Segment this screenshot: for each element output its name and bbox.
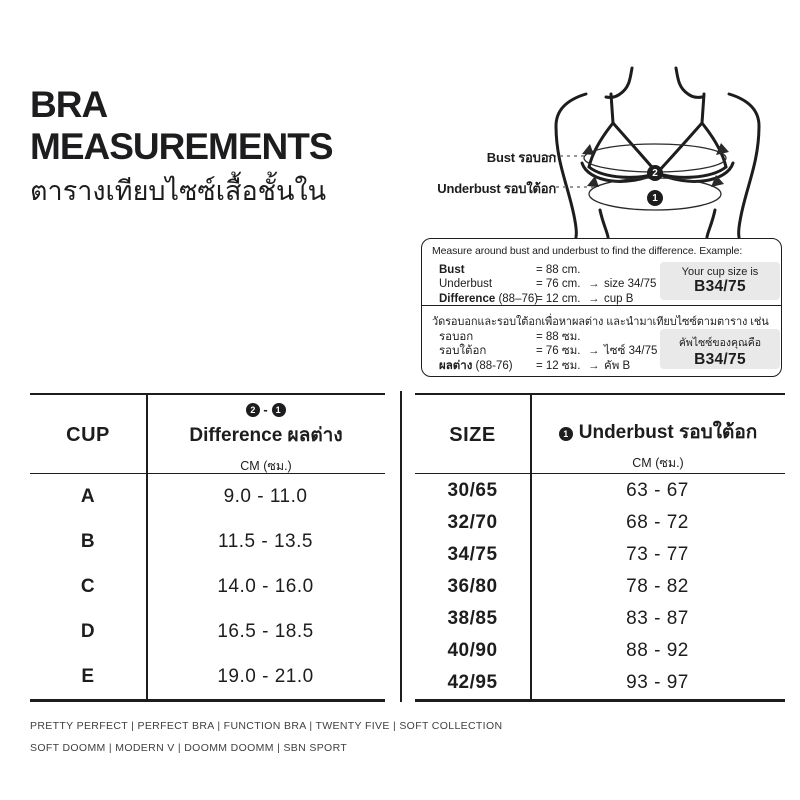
- footer-line2: SOFT DOOMM | MODERN V | DOOMM DOOMM | SBN SPORT: [30, 741, 348, 754]
- badge-2-bust: 2: [647, 165, 663, 181]
- table-row: [30, 486, 385, 508]
- range-cell: 63 - 67: [626, 480, 689, 501]
- cup-table-rows: [30, 475, 385, 699]
- row-arrow: [588, 330, 604, 344]
- range-cell: 16.5 - 18.5: [217, 620, 314, 642]
- row-arrow: →: [588, 292, 600, 305]
- collection-list-footer: [30, 716, 502, 759]
- footer-line1: PRETTY PERFECT | PERFECT BRA | FUNCTION BRA | TWENTY FIVE | SOFT COLLECTION: [30, 720, 503, 732]
- size-cell: 42/95: [447, 672, 498, 693]
- instruction-row: [439, 292, 661, 306]
- table-row: [415, 512, 785, 534]
- badge-2-icon: 2: [246, 403, 260, 417]
- row-label: ผลต่าง: [439, 359, 473, 372]
- row-result: size 34/75: [604, 278, 657, 291]
- row-value: = 76 cm.: [536, 278, 581, 291]
- table-row: [415, 480, 785, 502]
- difference-formula: [147, 402, 385, 417]
- underbust-header-unit: CM (ซม.): [632, 456, 684, 470]
- size-column-header: SIZE: [449, 424, 496, 446]
- underbust-column-header: [531, 414, 785, 473]
- cup-column-header: CUP: [66, 424, 110, 446]
- table-row: [415, 672, 785, 694]
- cup-size-chip-th: [660, 329, 780, 369]
- row-label: รอบใต้อก: [439, 345, 487, 358]
- size-cell: 32/70: [447, 512, 498, 533]
- title-line2: MEASUREMENTS: [30, 126, 333, 167]
- measurement-instructions-box: [421, 238, 782, 377]
- range-cell: 14.0 - 16.0: [217, 575, 314, 597]
- table-row: [30, 576, 385, 598]
- range-cell: 93 - 97: [626, 672, 689, 693]
- range-cell: 68 - 72: [626, 512, 689, 533]
- table-row: [30, 621, 385, 643]
- title-line1: BRA: [30, 84, 108, 125]
- instruction-row: [439, 263, 661, 277]
- instruction-row: [439, 330, 661, 344]
- instruction-row: [439, 277, 661, 291]
- row-result: คัพ B: [604, 359, 631, 372]
- difference-header-unit: CM (ซม.): [240, 459, 292, 473]
- range-cell: 9.0 - 11.0: [223, 486, 308, 508]
- row-label: Difference: [439, 292, 496, 305]
- row-arrow: →: [588, 278, 600, 291]
- range-cell: 88 - 92: [626, 640, 689, 661]
- size-cell: 40/90: [447, 640, 498, 661]
- instructions-intro-en: Measure around bust and underbust to find the difference. Example:: [432, 245, 743, 257]
- bust-label: Bust รอบอก: [486, 150, 556, 165]
- instruction-row: [439, 359, 661, 373]
- size-cell: 36/80: [447, 576, 498, 597]
- row-value: = 12 cm.: [536, 292, 581, 305]
- info-box-divider: [422, 305, 781, 306]
- size-cell: 34/75: [447, 544, 498, 565]
- table-row: [415, 576, 785, 598]
- instructions-rows-en: [439, 263, 661, 306]
- badge-1-icon: 1: [272, 403, 286, 417]
- page-subtitle-thai: ตารางเทียบไซซ์เสื้อชั้นใน: [30, 176, 327, 206]
- underbust-header-label: [531, 417, 785, 447]
- size-underbust-table: [415, 393, 785, 702]
- cup-cell: B: [80, 531, 96, 553]
- row-label: Bust: [439, 264, 465, 276]
- size-cell: 30/65: [447, 480, 498, 501]
- table-row: [30, 666, 385, 688]
- underbust-header-text: Underbust รอบใต้อก: [578, 422, 758, 443]
- row-result: [604, 330, 661, 344]
- formula-minus: -: [263, 402, 269, 417]
- cup-difference-table: [30, 393, 385, 702]
- row-result: [604, 263, 661, 277]
- row-arrow: →: [588, 345, 600, 358]
- cup-cell: C: [80, 575, 96, 597]
- badge-1-icon: 1: [559, 427, 573, 441]
- badge-1-underbust: 1: [647, 190, 663, 206]
- bra-measurement-diagram: [430, 66, 785, 238]
- difference-header-label: Difference ผลต่าง: [189, 425, 343, 446]
- range-cell: 19.0 - 21.0: [217, 665, 314, 687]
- row-arrow: [588, 263, 604, 277]
- row-label: Underbust: [439, 278, 493, 291]
- row-arrow: →: [588, 359, 600, 372]
- range-cell: 73 - 77: [626, 544, 689, 565]
- row-value: = 88 ซม.: [536, 331, 581, 343]
- chip-caption: Your cup size is: [681, 266, 759, 278]
- chip-caption: คัพไซซ์ของคุณคือ: [678, 337, 762, 349]
- row-label: รอบอก: [439, 331, 474, 343]
- table-row: [415, 608, 785, 630]
- row-value: = 76 ซม.: [536, 345, 581, 358]
- instruction-row: [439, 344, 661, 358]
- chip-size-value: B34/75: [694, 351, 746, 368]
- table-row: [415, 544, 785, 566]
- range-cell: 83 - 87: [626, 608, 689, 629]
- size-cell: 38/85: [447, 608, 498, 629]
- cup-cell: D: [80, 620, 96, 642]
- row-note: (88-76): [472, 359, 513, 372]
- row-value: = 88 cm.: [536, 264, 581, 276]
- underbust-label: Underbust รอบใต้อก: [437, 181, 556, 196]
- chip-size-value: B34/75: [694, 278, 746, 295]
- header-divider: [415, 473, 785, 474]
- range-cell: 78 - 82: [626, 576, 689, 597]
- cup-cell: E: [81, 665, 95, 687]
- row-value: = 12 ซม.: [536, 359, 581, 372]
- instructions-rows-th: [439, 330, 661, 373]
- instructions-intro-th: วัดรอบอกและรอบใต้อกเพื่อหาผลต่าง และนำมาเทียบไซซ์ตามตาราง เช่น: [432, 316, 769, 328]
- difference-column-header: [147, 402, 385, 476]
- cup-cell: A: [80, 486, 96, 508]
- row-result: ไซซ์ 34/75: [604, 345, 658, 358]
- range-cell: 11.5 - 13.5: [218, 531, 313, 553]
- table-row: [415, 640, 785, 662]
- size-table-rows: [415, 475, 785, 699]
- row-result: cup B: [604, 292, 634, 305]
- cup-size-chip-en: [660, 262, 780, 300]
- table-separator-rule: [400, 391, 402, 702]
- row-note: (88–76): [495, 292, 539, 305]
- table-row: [30, 531, 385, 553]
- page-title: [30, 84, 333, 168]
